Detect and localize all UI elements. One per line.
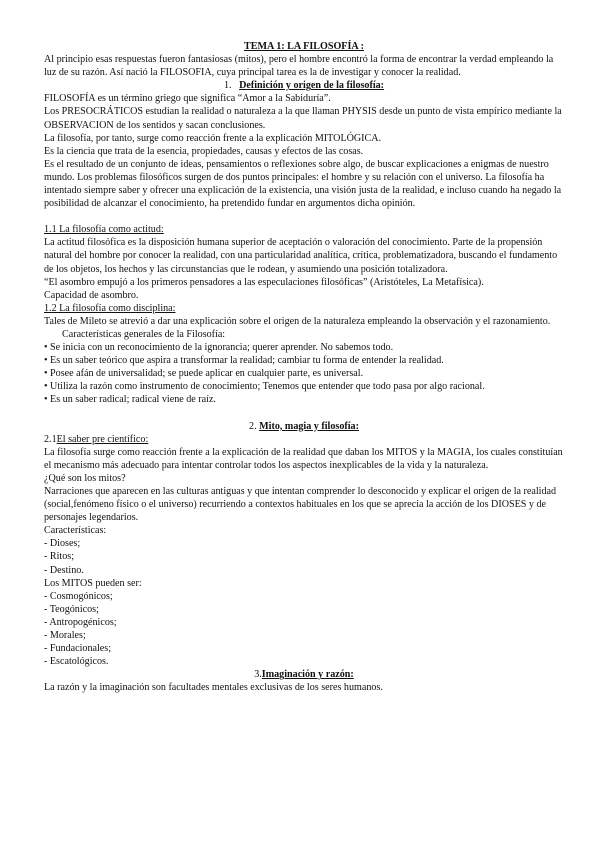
s1-paragraph: Los PRESOCRÁTICOS estudian la realidad o naturaleza a la que llaman PHYSIS desde un punto de vista empírico mediante la OBSERVACION de los sentidos y sacan conclusiones. [44, 106, 562, 131]
myth-type-item: - Cosmogónicos; [44, 590, 113, 602]
characteristics-label: Características: [44, 525, 107, 537]
characteristic-item: - Destino. [44, 564, 84, 576]
s11-paragraph: Capacidad de asombro. [44, 289, 139, 301]
s2-paragraph: Narraciones que aparecen en las culturas antiguas y que intentan comprender lo desconocido y explicar el origen de la realidad (social,fenómeno físico o el universo) recurriendo a contextos habituales en los que se aprecia la acción de los DIOSES y de personajes legendarios. [44, 486, 557, 524]
bullet-item: • Posee afán de universalidad; se puede aplicar en cualquier parte, es universal. [44, 368, 364, 380]
myth-types-label: Los MITOS pueden ser: [44, 577, 142, 589]
section-1-2-heading: 1.2 La filosofía como disciplina: [44, 302, 176, 314]
document-page [44, 40, 564, 695]
intro-paragraph: Al principio esas respuestas fueron fantasiosas (mitos), pero el hombre encontró la forma de encontrar la verdad empleando la luz de su razón. Así nació la FILOSOFIA, cuya principal tarea es la de investigar y conocer la realidad. [44, 54, 554, 79]
section-2-heading: 2. Mito, magia y filosofía: [249, 420, 359, 432]
s11-paragraph: “El asombro empujó a los primeros pensadores a las especulaciones filosóficas” (Aristóteles, La Metafísica). [44, 276, 484, 288]
myth-type-item: - Teogónicos; [44, 603, 99, 615]
bullet-item: • Se inicia con un reconocimiento de la ignorancia; querer aprender. No sabemos todo. [44, 342, 394, 354]
myth-type-item: - Morales; [44, 630, 86, 642]
bullet-item: • Utiliza la razón como instrumento de conocimiento; Tenemos que entender que todo pasa por algo racional. [44, 381, 485, 393]
s1-paragraph: Es el resultado de un conjunto de ideas, pensamientos o reflexiones sobre algo, de buscar explicaciones a enigmas de nuestro mundo. Los problemas filosóficos surgen de dos puntos principales: el hombre y su relación con el universo. La filosofía ha intentado siempre saber y ofrecer una explicación de la existencia, una visión justa de la realidad, e incluso cuando ha negado la posibilidad de alcanzar el conocimiento, ha pretendido fundar en argumentos dicha opinión. [44, 158, 562, 210]
section-2-1-heading: 2.1El saber pre científico: [44, 433, 149, 445]
s12-paragraph: Tales de Mileto se atrevió a dar una explicación sobre el origen de la naturaleza empleando la observación y el razonamiento. [44, 315, 551, 327]
s1-paragraph: Es la ciencia que trata de la esencia, propiedades, causas y efectos de las cosas. [44, 145, 364, 157]
section-1-heading: 1. Definición y origen de la filosofía: [223, 80, 385, 92]
document-title: TEMA 1: LA FILOSOFÍA : [243, 41, 365, 52]
s1-paragraph: La filosofía, por tanto, surge como reacción frente a la explicación MITOLÓGICA. [44, 132, 382, 144]
s3-paragraph: La razón y la imaginación son facultades mentales exclusivas de los seres humanos. [44, 682, 383, 694]
characteristic-item: - Ritos; [44, 551, 75, 563]
myth-type-item: - Fundacionales; [44, 643, 111, 655]
s12-subheading: Características generales de la Filosofía: [62, 328, 226, 340]
s2-paragraph: La filosofía surge como reacción frente a la explicación de la realidad que daban los MITOS y la MAGIA, los cuales constituían el mecanismo más adecuado para intentar controlar todos los aspectos inexplicables de la vida y la naturaleza. [44, 446, 563, 471]
s2-question: ¿Qué son los mitos? [44, 472, 126, 484]
myth-type-item: - Antropogénicos; [44, 616, 117, 628]
characteristic-item: - Dioses; [44, 538, 81, 550]
section-1-1-heading: 1.1 La filosofía como actitud: [44, 224, 164, 236]
section-3-heading: 3.Imaginación y razón: [254, 669, 354, 681]
myth-type-item: - Escatológicos. [44, 656, 109, 668]
bullet-item: • Es un saber teórico que aspira a transformar la realidad; cambiar tu forma de entender la realidad. [44, 355, 444, 367]
s1-paragraph: FILOSOFÍA es un término griego que significa “Amor a la Sabiduría”. [44, 93, 331, 105]
s11-paragraph: La actitud filosófica es la disposición humana superior de aceptación o valoración del conocimiento. Parte de la propensión natural del hombre por conocer la realidad, con una particularidad analítica, crítica, problematizadora, buscando el fundamento de los objetos, los hechos y las circunstancias que le rodean, y asumiendo una posición totalizadora. [44, 237, 558, 275]
bullet-item: • Es un saber radical; radical viene de raíz. [44, 394, 216, 406]
